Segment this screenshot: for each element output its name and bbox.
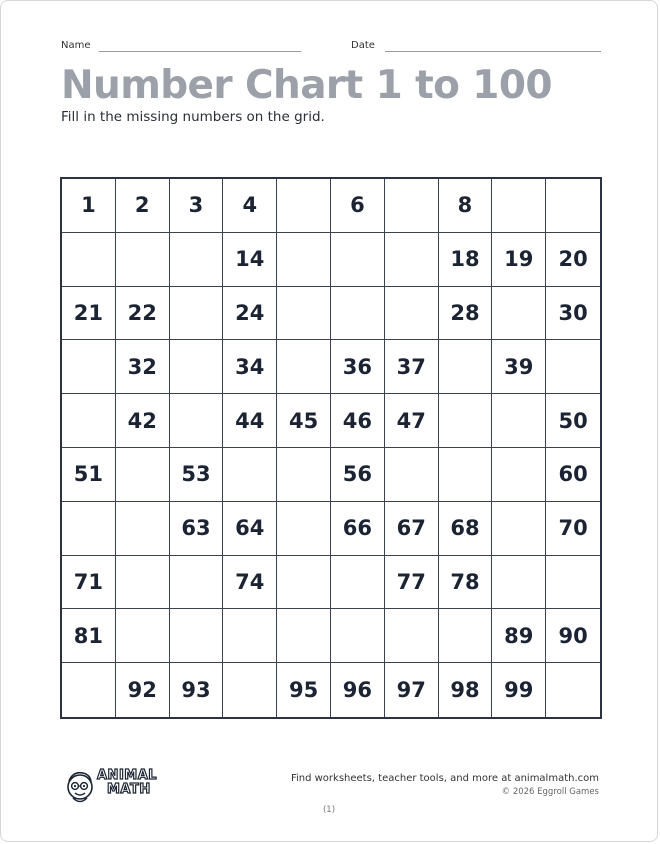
grid-cell-89: 89 xyxy=(492,609,546,663)
grid-cell-blank[interactable] xyxy=(331,287,385,341)
grid-cell-92: 92 xyxy=(116,663,170,717)
grid-cell-blank[interactable] xyxy=(331,556,385,610)
name-label: Name xyxy=(61,40,91,51)
grid-cell-blank[interactable] xyxy=(277,179,331,233)
footer-tagline[interactable]: Find worksheets, teacher tools, and more at animalmath.com xyxy=(290,773,599,784)
grid-cell-66: 66 xyxy=(331,502,385,556)
grid-cell-blank[interactable] xyxy=(116,502,170,556)
grid-cell-blank[interactable] xyxy=(170,556,224,610)
grid-cell-24: 24 xyxy=(223,287,277,341)
grid-cell-blank[interactable] xyxy=(170,233,224,287)
grid-cell-blank[interactable] xyxy=(223,609,277,663)
grid-cell-blank[interactable] xyxy=(439,394,493,448)
grid-cell-blank[interactable] xyxy=(170,394,224,448)
grid-cell-blank[interactable] xyxy=(277,448,331,502)
grid-cell-14: 14 xyxy=(223,233,277,287)
grid-cell-blank[interactable] xyxy=(385,287,439,341)
grid-cell-74: 74 xyxy=(223,556,277,610)
grid-cell-63: 63 xyxy=(170,502,224,556)
grid-cell-44: 44 xyxy=(223,394,277,448)
grid-cell-4: 4 xyxy=(223,179,277,233)
grid-cell-90: 90 xyxy=(546,609,600,663)
grid-cell-51: 51 xyxy=(62,448,116,502)
grid-cell-blank[interactable] xyxy=(385,609,439,663)
name-date-row xyxy=(61,40,601,54)
grid-cell-45: 45 xyxy=(277,394,331,448)
footer-info xyxy=(291,773,599,797)
grid-cell-19: 19 xyxy=(492,233,546,287)
grid-cell-20: 20 xyxy=(546,233,600,287)
grid-cell-blank[interactable] xyxy=(62,233,116,287)
grid-cell-blank[interactable] xyxy=(492,448,546,502)
grid-cell-blank[interactable] xyxy=(546,556,600,610)
grid-cell-blank[interactable] xyxy=(116,609,170,663)
grid-cell-blank[interactable] xyxy=(116,233,170,287)
grid-cell-blank[interactable] xyxy=(546,179,600,233)
grid-cell-34: 34 xyxy=(223,340,277,394)
grid-cell-78: 78 xyxy=(439,556,493,610)
grid-cell-blank[interactable] xyxy=(492,394,546,448)
grid-cell-77: 77 xyxy=(385,556,439,610)
grid-cell-blank[interactable] xyxy=(62,502,116,556)
grid-cell-32: 32 xyxy=(116,340,170,394)
grid-cell-blank[interactable] xyxy=(62,394,116,448)
grid-cell-blank[interactable] xyxy=(170,287,224,341)
grid-cell-28: 28 xyxy=(439,287,493,341)
page-number: (1) xyxy=(322,805,336,815)
grid-cell-blank[interactable] xyxy=(277,556,331,610)
grid-cell-blank[interactable] xyxy=(546,663,600,717)
grid-cell-93: 93 xyxy=(170,663,224,717)
grid-cell-47: 47 xyxy=(385,394,439,448)
grid-cell-blank[interactable] xyxy=(277,340,331,394)
grid-cell-blank[interactable] xyxy=(277,287,331,341)
grid-cell-96: 96 xyxy=(331,663,385,717)
grid-cell-71: 71 xyxy=(62,556,116,610)
grid-cell-42: 42 xyxy=(116,394,170,448)
grid-cell-blank[interactable] xyxy=(439,609,493,663)
grid-cell-22: 22 xyxy=(116,287,170,341)
grid-cell-30: 30 xyxy=(546,287,600,341)
grid-cell-blank[interactable] xyxy=(546,340,600,394)
grid-cell-8: 8 xyxy=(439,179,493,233)
grid-cell-60: 60 xyxy=(546,448,600,502)
grid-cell-95: 95 xyxy=(277,663,331,717)
grid-cell-blank[interactable] xyxy=(439,340,493,394)
date-line[interactable] xyxy=(385,51,601,52)
grid-cell-36: 36 xyxy=(331,340,385,394)
grid-cell-blank[interactable] xyxy=(492,556,546,610)
grid-cell-53: 53 xyxy=(170,448,224,502)
grid-cell-blank[interactable] xyxy=(277,609,331,663)
grid-cell-blank[interactable] xyxy=(62,663,116,717)
grid-cell-39: 39 xyxy=(492,340,546,394)
grid-cell-blank[interactable] xyxy=(223,448,277,502)
grid-cell-21: 21 xyxy=(62,287,116,341)
grid-cell-56: 56 xyxy=(331,448,385,502)
grid-cell-1: 1 xyxy=(62,179,116,233)
grid-cell-blank[interactable] xyxy=(223,663,277,717)
grid-cell-6: 6 xyxy=(331,179,385,233)
grid-cell-blank[interactable] xyxy=(385,448,439,502)
grid-cell-blank[interactable] xyxy=(492,502,546,556)
footer-copyright: © 2026 Eggroll Games xyxy=(501,787,599,797)
logo-text-line2: MATH xyxy=(107,782,151,797)
grid-cell-3: 3 xyxy=(170,179,224,233)
grid-cell-blank[interactable] xyxy=(385,179,439,233)
grid-cell-18: 18 xyxy=(439,233,493,287)
grid-cell-blank[interactable] xyxy=(331,609,385,663)
grid-cell-blank[interactable] xyxy=(492,179,546,233)
logo-text-line1: ANIMAL xyxy=(97,768,158,783)
grid-cell-blank[interactable] xyxy=(385,233,439,287)
page-title: Number Chart 1 to 100 xyxy=(61,63,552,108)
grid-cell-68: 68 xyxy=(439,502,493,556)
number-grid xyxy=(60,177,602,719)
grid-cell-46: 46 xyxy=(331,394,385,448)
grid-cell-blank[interactable] xyxy=(331,233,385,287)
grid-cell-blank[interactable] xyxy=(439,448,493,502)
grid-cell-64: 64 xyxy=(223,502,277,556)
grid-cell-blank[interactable] xyxy=(277,502,331,556)
grid-cell-97: 97 xyxy=(385,663,439,717)
grid-cell-2: 2 xyxy=(116,179,170,233)
grid-cell-37: 37 xyxy=(385,340,439,394)
animal-math-logo xyxy=(63,767,173,807)
grid-cell-blank[interactable] xyxy=(277,233,331,287)
grid-cell-99: 99 xyxy=(492,663,546,717)
grid-cell-98: 98 xyxy=(439,663,493,717)
grid-cell-blank[interactable] xyxy=(116,556,170,610)
grid-cell-blank[interactable] xyxy=(62,340,116,394)
page-subtitle: Fill in the missing numbers on the grid. xyxy=(61,109,325,125)
grid-cell-blank[interactable] xyxy=(170,609,224,663)
grid-cell-blank[interactable] xyxy=(116,448,170,502)
name-line[interactable] xyxy=(99,51,301,52)
date-label: Date xyxy=(351,40,375,51)
grid-cell-70: 70 xyxy=(546,502,600,556)
grid-cell-67: 67 xyxy=(385,502,439,556)
grid-cell-blank[interactable] xyxy=(170,340,224,394)
grid-cell-81: 81 xyxy=(62,609,116,663)
grid-cell-50: 50 xyxy=(546,394,600,448)
grid-cell-blank[interactable] xyxy=(492,287,546,341)
